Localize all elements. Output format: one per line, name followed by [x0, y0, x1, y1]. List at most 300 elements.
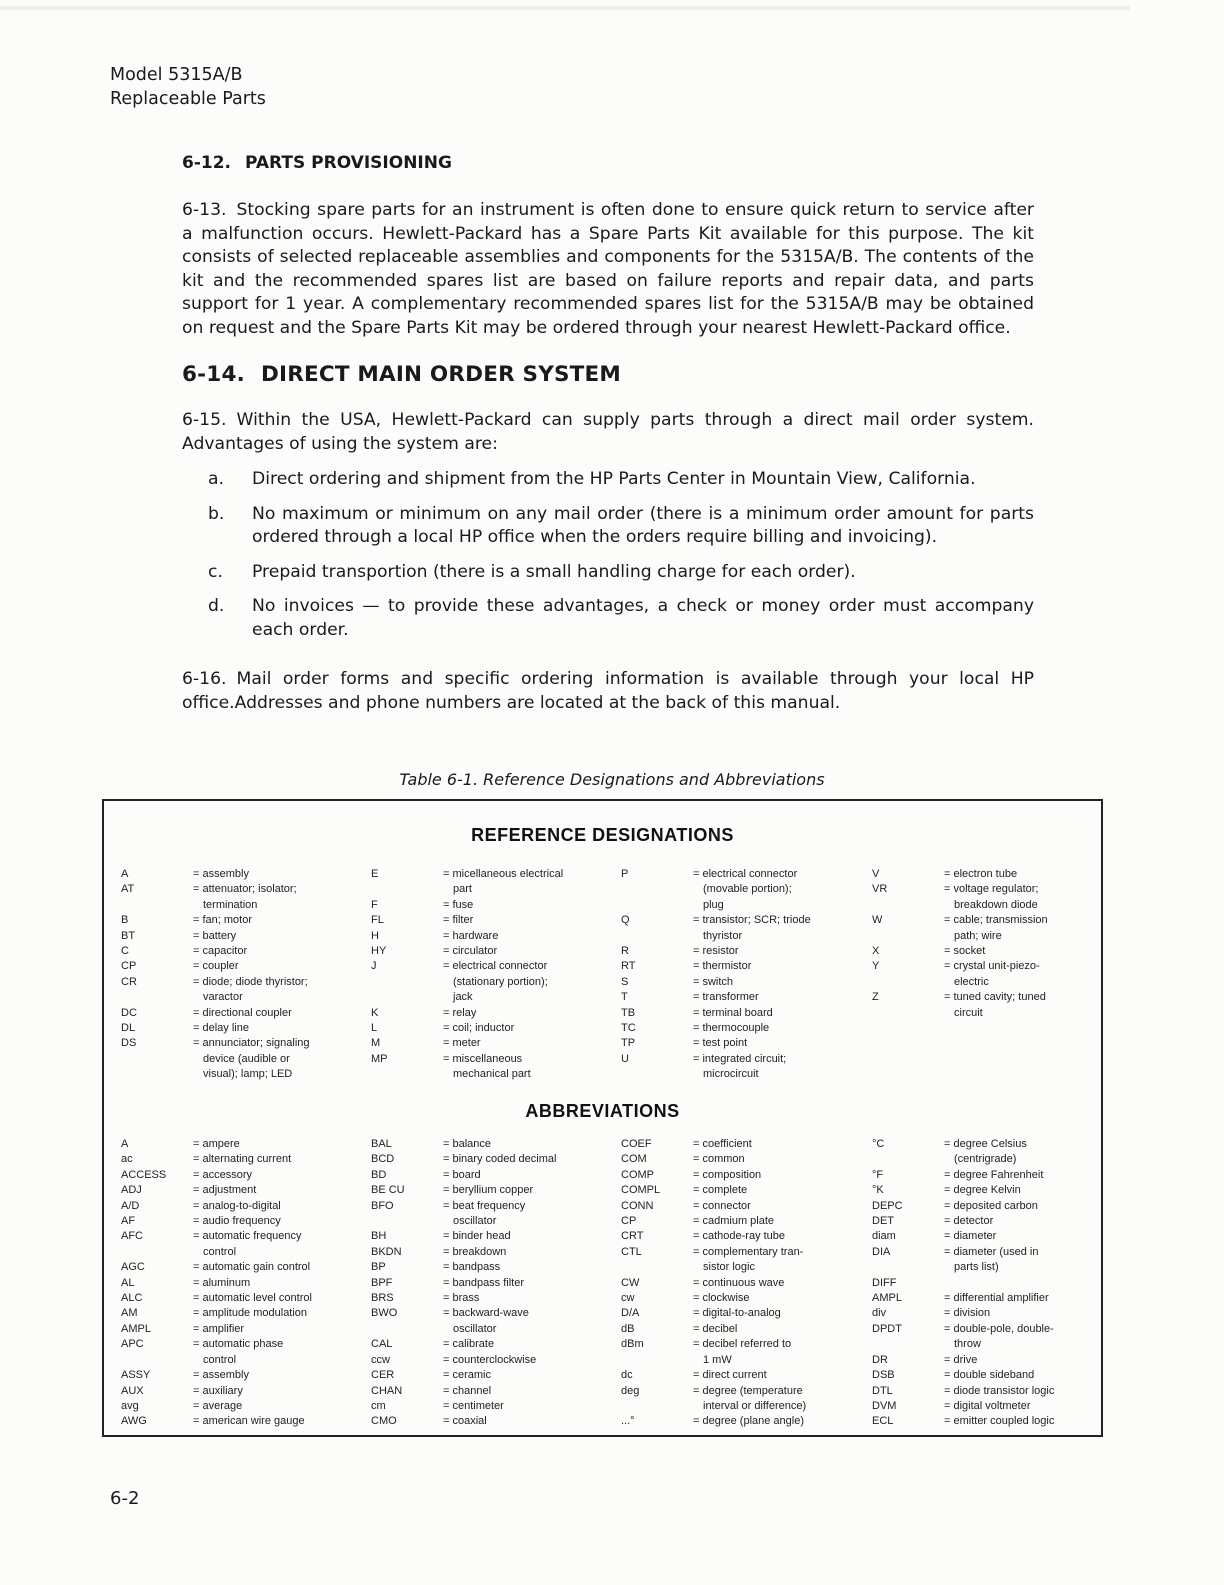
entry-description-line: = filter: [443, 914, 474, 927]
entry-code: T: [621, 991, 628, 1004]
table-entry: [872, 944, 1048, 959]
entry-description-line: termination: [203, 898, 258, 911]
entry-description: [193, 1322, 244, 1337]
entry-description: [193, 1260, 310, 1275]
entry-description-line: = division: [944, 1307, 991, 1320]
entry-code: deg: [621, 1384, 640, 1397]
entry-description-line: = battery: [193, 929, 237, 942]
entry-description-line: path; wire: [954, 929, 1002, 942]
entry-description-line: = direct current: [693, 1369, 767, 1382]
entry-description: [693, 1214, 774, 1229]
table-entry: [371, 929, 563, 944]
table-entry: [121, 1137, 312, 1152]
table-entry: [371, 1052, 563, 1083]
entry-code: CP: [621, 1215, 637, 1228]
entry-description: [693, 1322, 737, 1337]
table-entry: [371, 1368, 556, 1383]
entry-description: [193, 1036, 310, 1082]
entry-description-line: = electrical connector: [443, 960, 548, 973]
entry-code: COMPL: [621, 1184, 661, 1197]
entry-code: TC: [621, 1022, 636, 1035]
entry-description-line: = terminal board: [693, 1006, 773, 1019]
entry-code: ECL: [872, 1415, 894, 1428]
section-number: 6-14.: [182, 362, 245, 387]
entry-description: [443, 1291, 479, 1306]
entry-description-line: thyristor: [703, 929, 743, 942]
entry-description: [693, 1036, 747, 1051]
list-item: [208, 468, 1034, 492]
table-entry: [121, 1006, 310, 1021]
paragraph-number: 6-15.: [182, 410, 227, 430]
entry-description-line: mechanical part: [453, 1068, 531, 1081]
list-marker: c.: [208, 561, 223, 582]
table-entry: [371, 1306, 556, 1337]
table-entry: [371, 1399, 556, 1414]
entry-description: [193, 1168, 252, 1183]
abbreviations-heading: ABBREVIATIONS: [525, 1101, 680, 1121]
entry-description-line: = beryllium copper: [443, 1184, 534, 1197]
table-entry: [121, 1276, 312, 1291]
table-entry: [621, 944, 811, 959]
entry-description-line: = beat frequency: [443, 1199, 526, 1212]
entry-description-line: = binder head: [443, 1230, 511, 1243]
entry-description-line: = fan; motor: [193, 914, 253, 927]
entry-description-line: = drive: [944, 1353, 978, 1366]
entry-description-line: = emitter coupled logic: [944, 1415, 1055, 1428]
entry-code: BCD: [371, 1153, 395, 1166]
entry-description-line: = auxiliary: [193, 1384, 243, 1397]
entry-description-line: = connector: [693, 1199, 751, 1212]
paragraph-text: Stocking spare parts for an instrument is often done to ensure quick return to service after a malfunction occurs. Hewlett-Packard has a Spare Parts Kit available for this purpose. The kit consists of selected replaceable assemblies and components for the 5315A/B. The contents of the kit and the recommended spares list are based on failure reports and repair data, and parts support for 1 year. A complementary recommended spares list for the 5315A/B may be obtained on request and the Spare Parts Kit may be ordered through your nearest Hewlett-Packard office.: [182, 200, 1034, 338]
list-item-text: No maximum or minimum on any mail order (there is a minimum order amount for parts ordered through a local HP office when the orders require billing and invoicing).: [252, 503, 1034, 547]
entry-description-line: = transformer: [693, 991, 759, 1004]
entry-code: APC: [121, 1338, 144, 1351]
table-entry: [371, 913, 563, 928]
entry-description-line: = thermistor: [693, 960, 752, 973]
ref-column-1: [121, 867, 310, 1083]
entry-code: C: [121, 945, 129, 958]
table-entry: [872, 1214, 1054, 1229]
table-entry: [621, 1137, 806, 1152]
ref-column-4: [872, 867, 1048, 1021]
entry-description: [944, 913, 1048, 944]
entry-description: [944, 1353, 977, 1368]
entry-description: [193, 1021, 249, 1036]
entry-description-line: = diameter: [944, 1230, 997, 1243]
entry-description-line: jack: [453, 991, 473, 1004]
entry-description-line: = degree Kelvin: [944, 1184, 1021, 1197]
entry-code: ASSY: [121, 1369, 151, 1382]
table-entry: [621, 1183, 806, 1198]
entry-description-line: = digital-to-analog: [693, 1307, 781, 1320]
table-entry: [872, 1291, 1054, 1306]
entry-code: DVM: [872, 1399, 897, 1412]
section-heading-6-12: [182, 153, 452, 173]
entry-code: CRT: [621, 1230, 644, 1243]
table-entry: [872, 1306, 1054, 1321]
table-entry: [371, 898, 563, 913]
entry-code: A/D: [121, 1199, 140, 1212]
entry-description-line: = meter: [443, 1037, 481, 1050]
entry-description: [443, 1006, 476, 1021]
section-heading-6-14: [182, 362, 621, 387]
entry-code: Q: [621, 914, 630, 927]
entry-description-line: = breakdown: [443, 1245, 507, 1258]
table-entry: [621, 1384, 806, 1415]
entry-description: [193, 944, 247, 959]
entry-code: DPDT: [872, 1322, 902, 1335]
entry-code: MP: [371, 1052, 388, 1065]
entry-description-line: = complementary tran-: [693, 1245, 804, 1258]
entry-description: [443, 1260, 500, 1275]
table-entry: [121, 929, 310, 944]
section-title: DIRECT MAIN ORDER SYSTEM: [260, 362, 622, 387]
entry-description: [193, 1414, 305, 1429]
entry-description-line: = composition: [693, 1168, 762, 1181]
entry-code: AWG: [121, 1415, 147, 1428]
table-entry: [872, 990, 1048, 1021]
entry-description: [944, 1384, 1054, 1399]
table-entry: [872, 1229, 1054, 1244]
table-entry: [121, 944, 310, 959]
entry-code: TP: [621, 1037, 636, 1050]
list-item-text: No invoices — to provide these advantages, a check or money order must accompany each order.: [252, 596, 1034, 640]
entry-description: [944, 1183, 1021, 1198]
entry-description: [944, 1199, 1038, 1214]
table-entry: [621, 1229, 806, 1244]
entry-description-line: = resistor: [693, 945, 739, 958]
entry-description: [193, 1399, 242, 1414]
entry-description-line: = digital voltmeter: [944, 1399, 1031, 1412]
entry-code: cw: [621, 1292, 635, 1305]
paragraph-text: Within the USA, Hewlett-Packard can supply parts through a direct mail order system. Advantages of using the system are:: [182, 410, 1034, 454]
entry-description-line: oscillator: [453, 1215, 497, 1228]
entry-description-line: = ampere: [193, 1138, 240, 1150]
entry-description: [193, 959, 239, 974]
table-entry: [621, 959, 811, 974]
entry-description: [693, 1368, 767, 1383]
table-entry: [121, 1368, 312, 1383]
entry-description: [944, 1168, 1043, 1183]
entry-description-line: = thermocouple: [693, 1022, 770, 1035]
entry-code: BPF: [371, 1276, 393, 1289]
entry-description: [193, 1291, 312, 1306]
paragraph-6-15: [182, 409, 1034, 456]
entry-code: BT: [121, 929, 136, 942]
table-entry: [121, 1021, 310, 1036]
entry-description-line: = test point: [693, 1037, 748, 1050]
entry-code: A: [121, 868, 129, 880]
entry-description: [443, 1021, 514, 1036]
entry-description: [693, 1291, 750, 1306]
entry-description: [693, 1021, 769, 1036]
entry-description-line: (movable portion);: [703, 883, 792, 896]
table-entry: [872, 1245, 1054, 1276]
entry-description: [443, 1229, 511, 1244]
entry-code: °C: [872, 1138, 885, 1150]
entry-description: [193, 1368, 249, 1383]
entry-description-line: = automatic gain control: [193, 1261, 311, 1274]
table-entry: [371, 1168, 556, 1183]
entry-code: ...°: [621, 1415, 635, 1428]
entry-code: BKDN: [371, 1245, 402, 1258]
table-entry: [872, 1368, 1054, 1383]
entry-code: BFO: [371, 1199, 394, 1212]
table-entry: [371, 1021, 563, 1036]
entry-description-line: = coupler: [193, 960, 239, 973]
entry-description-line: microcircuit: [703, 1068, 759, 1081]
entry-code: Y: [872, 960, 880, 973]
entry-code: J: [371, 960, 377, 973]
entry-description: [693, 867, 797, 913]
entry-description: [443, 898, 473, 913]
entry-code: CW: [621, 1276, 640, 1289]
entry-code: dBm: [621, 1338, 644, 1351]
abbr-column-1: [121, 1137, 312, 1430]
entry-description-line: = centimeter: [443, 1399, 504, 1412]
entry-code: CONN: [621, 1199, 654, 1212]
entry-description-line: = decibel referred to: [693, 1338, 792, 1351]
table-entry: [621, 1052, 811, 1083]
entry-description-line: = micellaneous electrical: [443, 868, 564, 880]
table-entry: [371, 959, 563, 1005]
page-number: 6-2: [110, 1488, 140, 1509]
table-entry: [872, 1414, 1054, 1429]
entry-code: U: [621, 1052, 629, 1065]
entry-code: CHAN: [371, 1384, 403, 1397]
header-model: Model 5315A/B: [110, 65, 243, 85]
entry-code: BH: [371, 1230, 387, 1243]
entry-description-line: = channel: [443, 1384, 492, 1397]
entry-description-line: = annunciator; signaling: [193, 1037, 310, 1050]
entry-description: [944, 1399, 1031, 1414]
table-entry: [872, 959, 1048, 990]
table-entry: [121, 1229, 312, 1260]
entry-description-line: interval or difference): [703, 1399, 807, 1412]
table-entry: [121, 913, 310, 928]
entry-description: [693, 975, 733, 990]
table-entry: [121, 867, 310, 882]
entry-description-line: = audio frequency: [193, 1215, 281, 1228]
entry-code: DET: [872, 1215, 894, 1228]
table-entry: [121, 1183, 312, 1198]
entry-code: AT: [121, 883, 135, 896]
entry-code: AUX: [121, 1384, 144, 1397]
entry-description: [443, 1414, 487, 1429]
entry-description-line: = voltage regulator;: [944, 883, 1039, 896]
entry-code: div: [872, 1307, 887, 1320]
entry-description: [443, 1152, 556, 1167]
entry-description: [193, 1006, 292, 1021]
entry-description: [443, 1306, 529, 1337]
entry-description: [193, 1384, 243, 1399]
entry-description-line: = transistor; SCR; triode: [693, 914, 811, 927]
entry-description: [693, 990, 759, 1005]
entry-description: [944, 1137, 1027, 1168]
entry-code: diam: [872, 1230, 896, 1243]
abbr-column-3: [621, 1137, 806, 1430]
entry-description-line: = accessory: [193, 1168, 252, 1181]
entry-code: AL: [121, 1276, 135, 1289]
table-entry: [371, 867, 563, 898]
entry-description: [443, 1399, 504, 1414]
entry-code: BRS: [371, 1292, 394, 1305]
table-entry: [621, 1006, 811, 1021]
entry-description: [193, 929, 236, 944]
entry-description-line: [944, 1276, 947, 1291]
table-entry: [872, 913, 1048, 944]
entry-description: [693, 1276, 784, 1291]
entry-description: [693, 1152, 745, 1167]
entry-description: [693, 1306, 781, 1321]
entry-description-line: = cathode-ray tube: [693, 1230, 786, 1243]
entry-description-line: = automatic frequency: [193, 1230, 302, 1243]
list-item: [208, 561, 1034, 585]
table-entry: [371, 1260, 556, 1275]
entry-description-line: control: [203, 1353, 237, 1366]
entry-description-line: = average: [193, 1399, 243, 1412]
entry-code: cm: [371, 1399, 386, 1412]
table-entry: [621, 913, 811, 944]
entry-description: [443, 1183, 533, 1198]
entry-description-line: = coefficient: [693, 1138, 752, 1150]
entry-description-line: plug: [703, 898, 724, 911]
entry-code: COM: [621, 1153, 647, 1166]
entry-code: ALC: [121, 1292, 143, 1305]
entry-description: [693, 1245, 803, 1276]
entry-description-line: = deposited carbon: [944, 1199, 1038, 1212]
table-entry: [621, 867, 811, 913]
table-entry: [872, 1399, 1054, 1414]
entry-description-line: = degree Fahrenheit: [944, 1168, 1044, 1181]
list-item: [208, 595, 1034, 642]
entry-description-line: = board: [443, 1168, 481, 1181]
entry-description-line: = amplifier: [193, 1322, 245, 1335]
entry-description: [944, 1306, 990, 1321]
table-entry: [872, 882, 1048, 913]
table-entry: [121, 1384, 312, 1399]
entry-description-line: = backward-wave: [443, 1307, 529, 1320]
ref-column-3: [621, 867, 811, 1083]
table-entry: [872, 1199, 1054, 1214]
entry-description-line: = assembly: [193, 868, 249, 880]
entry-code: BE CU: [371, 1184, 405, 1197]
table-entry: [872, 1183, 1054, 1198]
entry-code: DS: [121, 1037, 137, 1050]
table-entry: [121, 975, 310, 1006]
section-title: PARTS PROVISIONING: [245, 153, 452, 173]
entry-description: [443, 1353, 536, 1368]
table-caption: Table 6-1. Reference Designations and Abbreviations: [399, 770, 825, 789]
entry-description: [443, 1384, 491, 1399]
entry-description-line: = relay: [443, 1006, 477, 1019]
entry-description-line: = automatic phase: [193, 1338, 284, 1351]
entry-description-line: = bandpass filter: [443, 1276, 525, 1289]
entry-code: BAL: [371, 1138, 392, 1150]
entry-code: ACCESS: [121, 1168, 167, 1181]
entry-description-line: = delay line: [193, 1022, 249, 1035]
table-entry: [121, 1414, 312, 1429]
entry-description-line: = diameter (used in: [944, 1245, 1039, 1258]
table-entry: [371, 1199, 556, 1230]
entry-description-line: device (audible or: [203, 1052, 290, 1065]
table-entry: [371, 1036, 563, 1051]
entry-description: [193, 1199, 281, 1214]
entry-description: [693, 1414, 804, 1429]
abbr-column-4: [872, 1137, 1054, 1430]
entry-description-line: = amplitude modulation: [193, 1307, 308, 1320]
entry-description: [944, 1245, 1038, 1276]
entry-description-line: = degree (temperature: [693, 1384, 803, 1397]
entry-description-line: = calibrate: [443, 1338, 495, 1351]
entry-description: [693, 1229, 785, 1244]
table-entry: [621, 1021, 811, 1036]
entry-description: [443, 959, 548, 1005]
entry-description: [443, 1137, 491, 1152]
entry-description: [443, 1276, 524, 1291]
page-header: [110, 63, 266, 111]
entry-description-line: = attenuator; isolator;: [193, 883, 297, 896]
table-entry: [371, 1229, 556, 1244]
entry-code: W: [872, 914, 883, 927]
table-entry: [371, 1183, 556, 1198]
entry-code: Z: [872, 991, 879, 1004]
entry-description-line: = tuned cavity; tuned: [944, 991, 1046, 1004]
entry-code: DIFF: [872, 1276, 897, 1289]
entry-code: R: [621, 945, 629, 958]
table-entry: [371, 1353, 556, 1368]
entry-description-line: = alternating current: [193, 1153, 292, 1166]
entry-description: [944, 1368, 1034, 1383]
entry-code: CER: [371, 1369, 395, 1382]
entry-description-line: = ceramic: [443, 1369, 491, 1382]
entry-description-line: = decibel: [693, 1322, 738, 1335]
entry-code: AMPL: [872, 1292, 902, 1305]
paragraph-number: 6-16.: [182, 669, 227, 689]
ref-column-2: [371, 867, 563, 1083]
reference-designations-heading: REFERENCE DESIGNATIONS: [471, 825, 734, 845]
entry-code: M: [371, 1037, 381, 1050]
entry-code: CTL: [621, 1245, 642, 1258]
entry-description: [944, 1276, 947, 1291]
entry-description-line: = fuse: [443, 898, 474, 911]
entry-code: AMPL: [121, 1322, 151, 1335]
entry-description: [443, 1368, 491, 1383]
entry-code: H: [371, 929, 379, 942]
entry-description-line: oscillator: [453, 1322, 497, 1335]
entry-description: [193, 975, 308, 1006]
entry-description-line: = differential amplifier: [944, 1292, 1049, 1305]
entry-description-line: = crystal unit-piezo-: [944, 960, 1040, 973]
table-entry: [371, 1137, 556, 1152]
paragraph-text: Mail order forms and specific ordering information is available through your local HP office.Addresses and phone numbers are located at the back of this manual.: [182, 669, 1034, 713]
table-entry: [621, 1245, 806, 1276]
entry-description: [944, 959, 1040, 990]
entry-code: °F: [872, 1168, 884, 1181]
entry-code: X: [872, 945, 880, 958]
entry-description-line: = assembly: [193, 1369, 249, 1382]
entry-code: COMP: [621, 1168, 654, 1181]
entry-description-line: = circulator: [443, 945, 498, 958]
entry-description-line: = bandpass: [443, 1261, 501, 1274]
entry-description: [693, 1137, 752, 1152]
entry-description: [193, 913, 252, 928]
entry-description-line: = automatic level control: [193, 1292, 312, 1305]
list-item: [208, 503, 1034, 550]
entry-code: DTL: [872, 1384, 893, 1397]
entry-code: B: [121, 914, 129, 927]
entry-description-line: = integrated circuit;: [693, 1052, 787, 1065]
